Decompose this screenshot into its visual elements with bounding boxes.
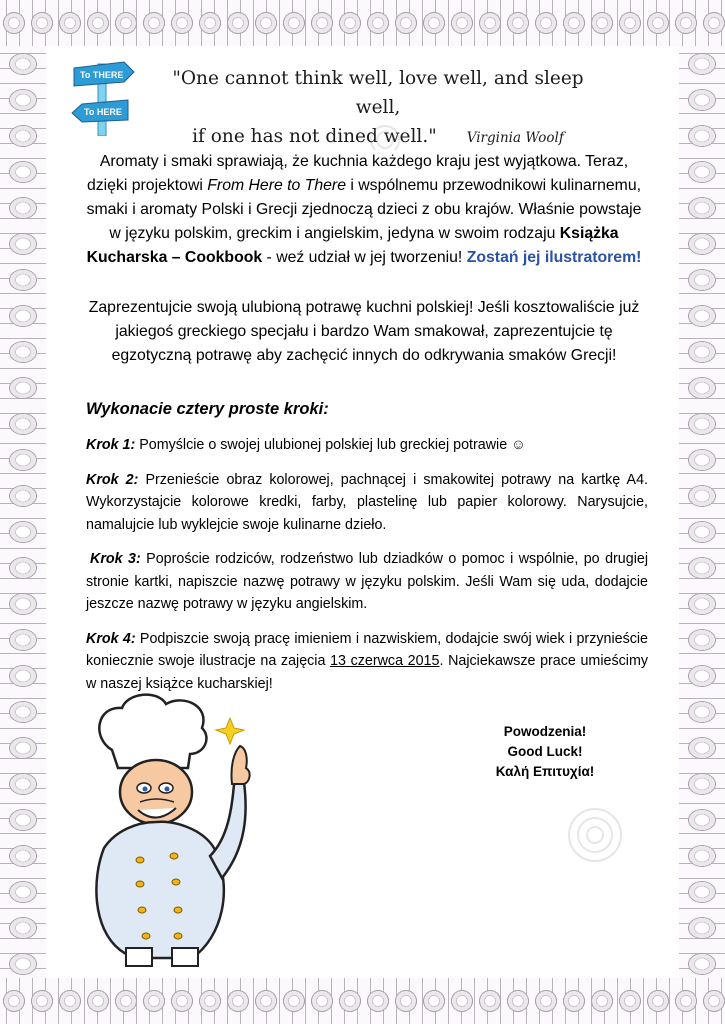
sign-top-label: To THERE bbox=[80, 70, 124, 80]
sign-bottom-label: To HERE bbox=[84, 107, 122, 117]
step-1 bbox=[86, 434, 648, 457]
wish-greek: Καλή Επιτυχία! bbox=[495, 764, 595, 779]
event-date: 13 czerwca 2015 bbox=[330, 653, 440, 669]
step-4-text-a: Podpiszcie swoją pracę imieniem i nazwiskiem, dodajcie swój wiek i przynieście koniecznie swoje ilustracje na zajęcia bbox=[86, 630, 648, 669]
steps-list bbox=[86, 434, 648, 707]
wishes bbox=[470, 722, 620, 782]
project-name: From Here to There bbox=[207, 177, 346, 194]
watermark-icon bbox=[340, 110, 430, 150]
step-3-text: Poproście rodziców, rodzeństwo lub dziadków o pomoc i wspólnie, po drugiej stronie kartki, napiszcie nazwę potrawy w języku polskim. Jeśli Wam się uda, dodajcie jeszcze nazwę potrawy w języku angielskim. bbox=[86, 551, 648, 612]
quote-author: Virginia Woolf bbox=[466, 130, 564, 146]
step-3 bbox=[86, 548, 648, 616]
step-2-label: Krok 2: bbox=[86, 471, 139, 488]
intro-text-1: Aromaty i smaki sprawiają, że kuchnia każdego kraju jest wyjątkowa. Teraz, dzięki projektowi bbox=[86, 153, 629, 194]
signpost-icon bbox=[68, 56, 138, 136]
step-4-text-b: . Najciekawsze prace umieścimy w naszej książce kucharskiej! bbox=[86, 653, 648, 692]
watermark-spiral-icon bbox=[560, 800, 630, 870]
call-to-action: Zostań jej ilustratorem! bbox=[466, 249, 642, 266]
book-name: Książka Kucharska – Cookbook bbox=[86, 225, 619, 266]
step-1-text: Pomyślcie o swojej ulubionej polskiej lub greckiej potrawie ☺ bbox=[135, 437, 526, 453]
step-2-text: Przenieście obraz kolorowej, pachnącej i smakowitej potrawy na kartkę A4. Wykorzystajcie kolorowe kredki, farby, plastelinę lub papier kolorowy. Narysujcie, namalujcie lub wyklejcie swoje kulinarne dzieło. bbox=[86, 471, 648, 533]
step-2 bbox=[86, 469, 648, 537]
intro-text-3: - weź udział w jej tworzeniu! bbox=[262, 249, 467, 266]
step-3-label: Krok 3: bbox=[90, 551, 141, 567]
step-1-label: Krok 1: bbox=[86, 437, 136, 453]
step-4-label: Krok 4: bbox=[86, 630, 136, 647]
intro-paragraph-2: Zaprezentujcie swoją ulubioną potrawę kuchni polskiej! Jeśli kosztowaliście już jakiegoś greckiego specjału i bardzo Wam smakował, zaprezentujcie tę egzotyczną potrawę aby zachęcić innych do odkrywania smaków Grecji! bbox=[88, 299, 640, 364]
steps-heading: Wykonacie cztery proste kroki: bbox=[86, 400, 329, 418]
chef-illustration bbox=[62, 688, 272, 968]
quote-line-1: "One cannot think well, love well, and sleep well, bbox=[172, 68, 584, 118]
quote-line-2: if one has not dined well." bbox=[192, 126, 437, 147]
step-4 bbox=[86, 628, 648, 696]
wish-polish: Powodzenia! bbox=[503, 724, 587, 739]
wish-english: Good Luck! bbox=[507, 744, 583, 759]
intro-text-2: i wspólnemu przewodnikowi kulinarnemu, smaki i aromaty Polski i Grecji zjednoczą dzieci z obu krajów. Właśnie powstaje w języku polskim, greckim i angielskim, jedyna w swoim rodzaju bbox=[86, 177, 642, 242]
intro-paragraph bbox=[84, 150, 644, 270]
